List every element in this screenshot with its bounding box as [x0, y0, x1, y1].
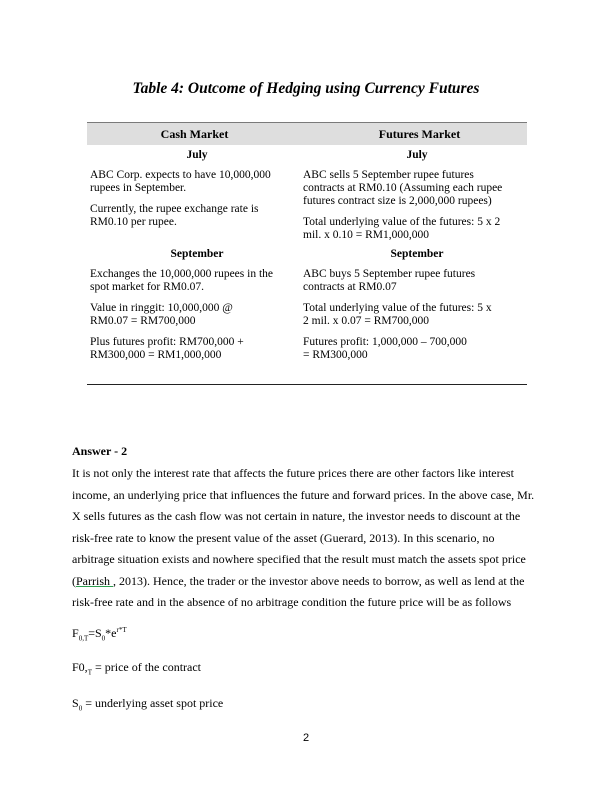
period-futures-september: September — [390, 248, 444, 260]
futures-sept-line-3: Futures profit: 1,000,000 – 700,000 = RM300,000 — [303, 336, 467, 361]
period-futures-july: July — [406, 149, 428, 161]
futures-july-line-1: ABC sells 5 September rupee futures contracts at RM0.10 (Assuming each rupee futures contract size is 2,000,000 rupees) — [303, 169, 503, 207]
futures-sept-line-1: ABC buys 5 September rupee futures contracts at RM0.07 — [303, 268, 476, 293]
paragraph-line: arbitrage situation exists and nowhere specified that the result must match the assets spot price — [72, 552, 526, 566]
formula-eq-s: =S — [88, 626, 102, 640]
answer-paragraph — [72, 463, 542, 614]
table-row — [87, 169, 527, 242]
paragraph-line: It is not only the interest rate that affects the future prices there are other factors like interest — [72, 466, 514, 480]
hedging-table — [87, 122, 527, 362]
futures-cell-july — [300, 169, 527, 242]
formula-exponent: r*T — [116, 626, 127, 634]
cash-sept-line-3: Plus futures profit: RM700,000 + RM300,000 = RM1,000,000 — [90, 336, 244, 361]
answer-section — [72, 444, 542, 614]
def2-symbol: S — [72, 696, 79, 710]
definition-f0t — [72, 660, 201, 676]
page-number: 2 — [302, 732, 310, 744]
period-cash-july: July — [186, 149, 208, 161]
paragraph-line: risk-free rate and in the absence of no arbitrage condition the future price will be as follows — [72, 595, 512, 609]
formula-f: F — [72, 626, 79, 640]
cash-cell-july — [87, 169, 300, 242]
definition-s0 — [72, 696, 223, 712]
def1-sub: T — [87, 668, 92, 677]
def1-symbol: F0, — [72, 660, 88, 674]
cash-sept-line-2: Value in ringgit: 10,000,000 @ RM0.07 = RM700,000 — [90, 302, 233, 327]
table-row — [87, 268, 527, 362]
def2-sub: 0 — [78, 704, 83, 713]
paragraph-line: X sells futures as the cash flow was not certain in nature, the investor needs to discount at the — [72, 509, 521, 523]
section-period-row — [87, 248, 527, 263]
cash-july-line-2: Currently, the rupee exchange rate is RM0.10 per rupee. — [90, 203, 259, 228]
cite-line-rest: , 2013). Hence, the trader or the investor above needs to borrow, as well as lend at the — [113, 573, 525, 588]
def2-text: = underlying asset spot price — [82, 696, 224, 710]
cash-cell-september — [87, 268, 300, 362]
citation-parrish: Parrish — [76, 573, 113, 588]
formula-mult-e: *e — [105, 626, 117, 640]
futures-sept-line-2: Total underlying value of the futures: 5 x 2 mil. x 0.07 = RM700,000 — [303, 302, 492, 327]
futures-july-line-2: Total underlying value of the futures: 5 x 2 mil. x 0.10 = RM1,000,000 — [303, 216, 501, 241]
future-price-formula — [72, 626, 127, 642]
period-cash-september: September — [170, 248, 224, 260]
cash-sept-line-1: Exchanges the 10,000,000 rupees in the spot market for RM0.07. — [90, 268, 273, 293]
paragraph-line: risk-free rate to know the present value of the asset (Guerard, 2013). In this scenario, no — [72, 530, 495, 545]
cite-open-paren: ( — [72, 573, 76, 588]
header-cash-market: Cash Market — [160, 126, 229, 141]
cash-july-line-1: ABC Corp. expects to have 10,000,000 rupees in September. — [90, 169, 271, 194]
def1-text: = price of the contract — [91, 660, 202, 674]
answer-heading: Answer - 2 — [72, 444, 128, 458]
futures-cell-september — [300, 268, 527, 362]
paragraph-line-citation — [72, 571, 542, 593]
header-futures-market: Futures Market — [378, 126, 461, 141]
formula-f-sub: 0,T — [78, 634, 89, 643]
table-bottom-rule — [87, 384, 527, 385]
formula-s-sub: 0 — [101, 634, 106, 643]
table-header-row — [87, 123, 527, 145]
table-title: Table 4: Outcome of Hedging using Currency Futures — [132, 80, 480, 97]
paragraph-line: income, an underlying price that influences the future and forward prices. In the above case, Mr. — [72, 487, 535, 502]
section-period-row — [87, 149, 527, 164]
